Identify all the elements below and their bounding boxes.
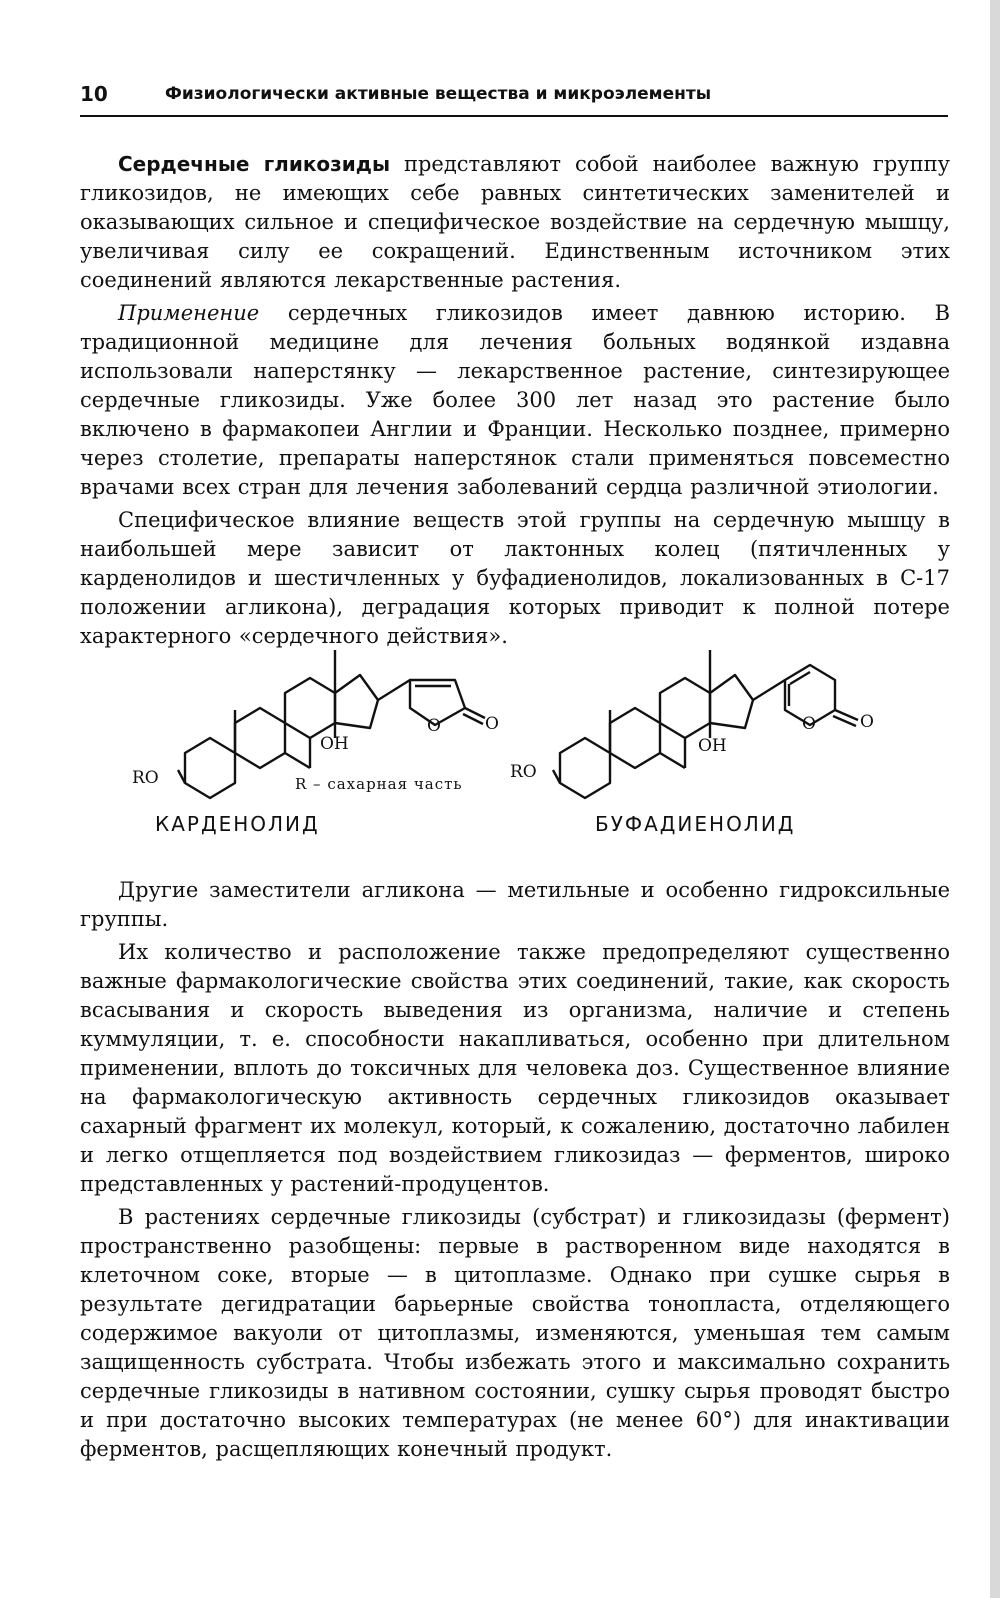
- right-ro-label: RO: [510, 762, 537, 782]
- paragraph-application: [80, 299, 950, 502]
- left-ring-oxygen: O: [427, 716, 441, 736]
- header-rule: [80, 115, 948, 117]
- bufadienolide-caption: БУФАДИЕНОЛИД: [595, 812, 796, 836]
- cardenolide-caption: КАРДЕНОЛИД: [155, 812, 320, 836]
- paragraph-substituents: Другие заместители агликона — метильные и особенно гидроксильные группы.: [80, 878, 950, 931]
- left-carbonyl-oxygen: O: [485, 714, 499, 734]
- running-title: Физиологически активные вещества и микроэлементы: [165, 84, 712, 104]
- paragraph-cardiac-glycosides: [80, 150, 950, 295]
- top-text-block: [80, 150, 950, 651]
- paragraph-drying: В растениях сердечные гликозиды (субстрат) и гликозидазы (фермент) пространственно разобщены: первые в растворенном виде находятся в клеточном соке, вторые — в цитоплазме. Однако при сушке сырья в результате дегидратации барьерные свойства тонопласта, отделяющего содержимое вакуоли от цитоплазмы, изменяются, уменьшая тем самым защищенность субстрата. Чтобы избежать этого и максимально сохранить сердечные гликозиды в нативном состоянии, сушку сырья проводят быстро и при достаточно высоких температурах (не менее 60°) для инактивации ферментов, расщепляющих конечный продукт.: [80, 1205, 950, 1461]
- right-ring-oxygen: O: [802, 714, 816, 734]
- paragraph-lead-italic: Применение: [118, 301, 260, 325]
- chemical-structures-figure: [120, 640, 900, 840]
- right-oh-label: OH: [698, 736, 727, 756]
- sugar-part-note: R – сахарная часть: [295, 775, 463, 793]
- page-number: 10: [80, 82, 108, 106]
- left-oh-label: OH: [320, 734, 349, 754]
- page-header: [80, 82, 950, 112]
- page-edge-shadow: [990, 0, 1000, 1598]
- paragraph-body: сердечных гликозидов имеет давнюю историю. В традиционной медицине для лечения больных водянкой издавна использовали наперстянку — лекарственное растение, синтезирующее сердечные гликозиды. Уже более 300 лет назад это растение было включено в фармакопеи Англии и Франции. Несколько позднее, примерно через столетие, препараты наперстянок стали применяться повсеместно врачами всех стран для лечения заболеваний сердца различной этиологии.: [80, 301, 950, 499]
- bottom-text-block: [80, 876, 950, 1464]
- paragraph-pharmacology: Их количество и расположение также предопределяют существенно важные фармакологические свойства этих соединений, такие, как скорость всасывания и скорость выведения из организма, наличие и степень куммуляции, т. е. способности накапливаться, особенно при длительном применении, вплоть до токсичных для человека доз. Существенное влияние на фармакологическую активность сердечных гликозидов оказывает сахарный фрагмент их молекул, который, к сожалению, достаточно лабилен и легко отщепляется под воздействием гликозидаз — ферментов, широко представленных у растений-продуцентов.: [80, 940, 950, 1196]
- right-carbonyl-oxygen: O: [860, 712, 874, 732]
- left-ro-label: RO: [132, 768, 159, 788]
- paragraph-lactone-rings: Специфическое влияние веществ этой группы на сердечную мышцу в наибольшей мере зависит от лактонных колец (пятичленных у карденолидов и шестичленных у буфадиенолидов, локализованных в С-17 положении агликона), деградация которых приводит к полной потере характерного «сердечного действия».: [80, 508, 950, 648]
- paragraph-body: представляют собой наиболее важную группу гликозидов, не имеющих себе равных синтетических заменителей и оказывающих сильное и специфическое воздействие на сердечную мышцу, увеличивая силу ее сокращений. Единственным источником этих соединений являются лекарственные растения.: [80, 152, 950, 292]
- structure-drawing: [120, 640, 900, 840]
- paragraph-lead-bold: Сердечные гликозиды: [118, 152, 391, 176]
